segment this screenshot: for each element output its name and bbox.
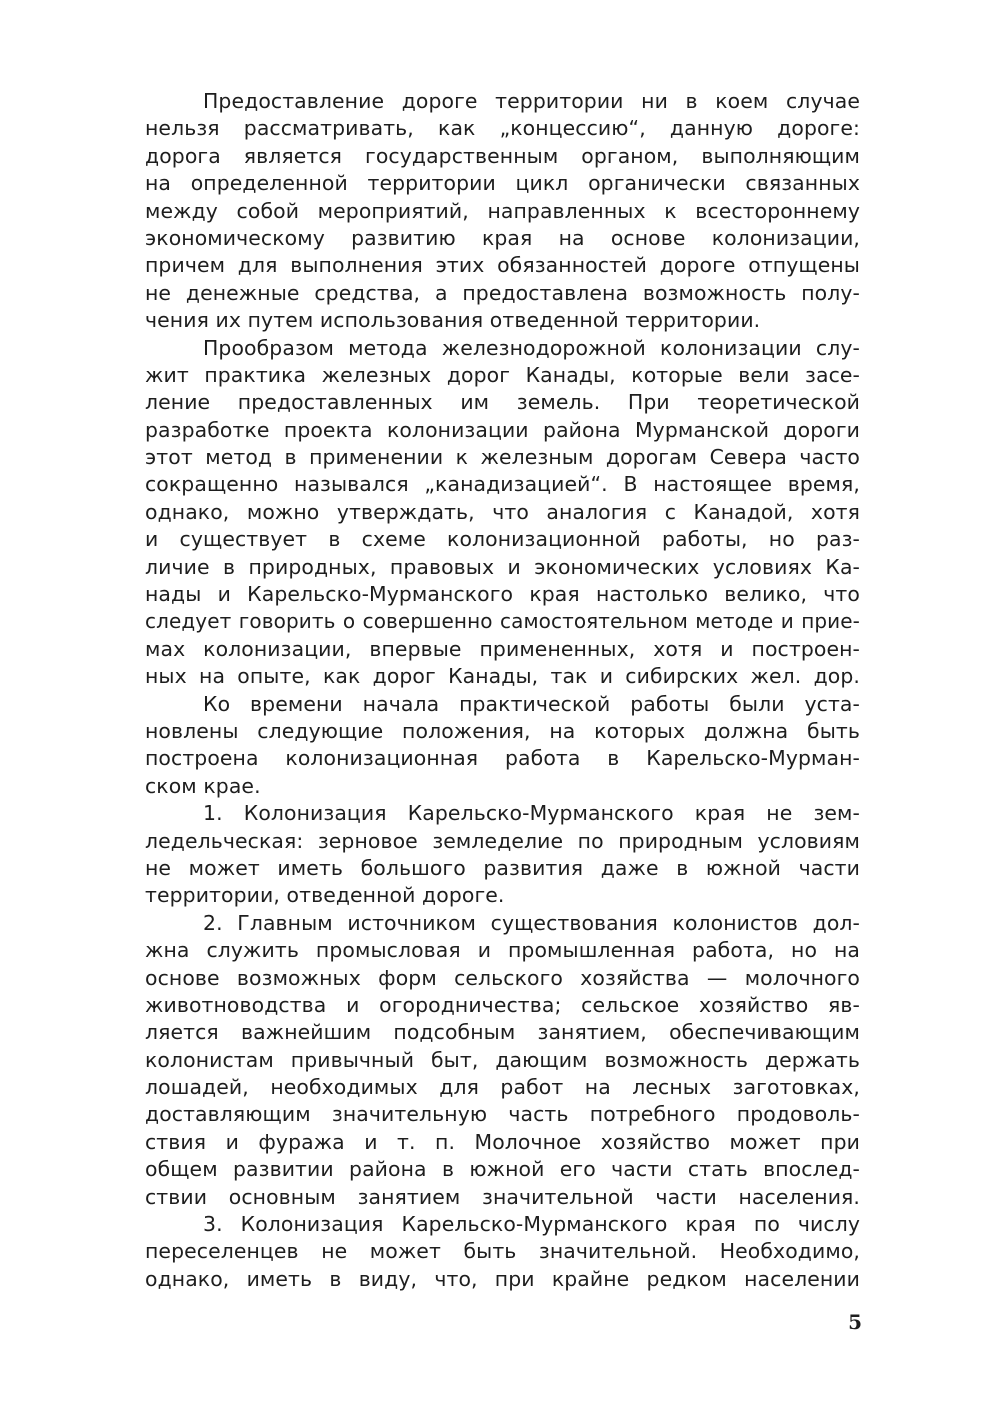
text-line: 3. Колонизация Карельско-Мурманского края по числу <box>203 1212 860 1237</box>
text-line: жит практика железных дорог Канады, которые вели засе- <box>145 362 860 387</box>
text-line: ных на опыте, как дорог Канады, так и сибирских жел. дор. <box>145 664 860 689</box>
text-line: территории, отведенной дороге. <box>145 883 505 908</box>
text-line: 2. Главным источником существования колонистов дол- <box>203 910 860 935</box>
text-line: животноводства и огородничества; сельское хозяйство яв- <box>145 992 860 1017</box>
text-line: 1. Колонизация Карельско-Мурманского края не зем- <box>203 801 860 826</box>
text-line: общем развитии района в южной его части стать впослед- <box>145 1157 860 1182</box>
text-line: Прообразом метода железнодорожной колонизации слу- <box>203 335 860 360</box>
text-line: Ко времени начала практической работы были уста- <box>203 691 860 716</box>
text-line: разработке проекта колонизации района Мурманской дороги <box>145 417 860 442</box>
text-line: экономическому развитию края на основе колонизации, <box>145 225 860 250</box>
text-line: сокращенно назывался „канадизацией“. В настоящее время, <box>145 472 860 497</box>
text-line: доставляющим значительную часть потребного продоволь- <box>145 1102 860 1127</box>
text-line: не денежные средства, а предоставлена возможность полу- <box>145 280 860 305</box>
text-line: колонистам привычный быт, дающим возможность держать <box>145 1047 860 1072</box>
text-line: ском крае. <box>145 773 261 798</box>
text-line: между собой мероприятий, направленных к всестороннему <box>145 198 860 223</box>
text-line: этот метод в применении к железным дорогам Севера часто <box>145 445 860 470</box>
text-line: нады и Карельско-Мурманского края настолько велико, что <box>145 582 860 607</box>
text-line: не может иметь большого развития даже в южной части <box>145 855 860 880</box>
text-line: лошадей, необходимых для работ на лесных заготовках, <box>145 1075 860 1100</box>
text-line: ление предоставленных им земель. При теоретической <box>145 390 860 415</box>
text-line: на определенной территории цикл органически связанных <box>145 171 860 196</box>
text-line: ляется важнейшим подсобным занятием, обеспечивающим <box>145 1020 860 1045</box>
text-line: ствии основным занятием значительной части населения. <box>145 1184 860 1209</box>
text-line: жна служить промысловая и промышленная работа, но на <box>145 938 860 963</box>
text-line: основе возможных форм сельского хозяйства — молочного <box>145 965 860 990</box>
text-line: однако, иметь в виду, что, при крайне редком населении <box>145 1266 860 1291</box>
text-line: построена колонизационная работа в Карельско-Мурман- <box>145 746 860 771</box>
text-line: личие в природных, правовых и экономических условиях Ка- <box>145 554 860 579</box>
text-line: чения их путем использования отведенной территории. <box>145 308 761 333</box>
text-line: переселенцев не может быть значительной. Необходимо, <box>145 1239 860 1264</box>
text-line: Предоставление дороге территории ни в коем случае <box>203 89 860 113</box>
text-line: новлены следующие положения, на которых должна быть <box>145 718 860 743</box>
body-text <box>145 88 860 1293</box>
text-line: мах колонизации, впервые примененных, хотя и построен- <box>145 636 860 661</box>
text-line: ствия и фуража и т. п. Молочное хозяйство может при <box>145 1129 860 1154</box>
page-number: 5 <box>848 1310 862 1334</box>
text-line: нельзя рассматривать, как „концессию“, данную дороге: <box>145 116 860 141</box>
text-line: и существует в схеме колонизационной работы, но раз- <box>145 527 860 552</box>
text-line: следует говорить о совершенно самостоятельном методе и прие- <box>145 609 860 634</box>
text-line: дорога является государственным органом, выполняющим <box>145 143 860 168</box>
text-line: ледельческая: зерновое земледелие по природным условиям <box>145 828 860 853</box>
text-line: причем для выполнения этих обязанностей дороге отпущены <box>145 253 860 278</box>
text-line: однако, можно утверждать, что аналогия с Канадой, хотя <box>145 499 860 524</box>
